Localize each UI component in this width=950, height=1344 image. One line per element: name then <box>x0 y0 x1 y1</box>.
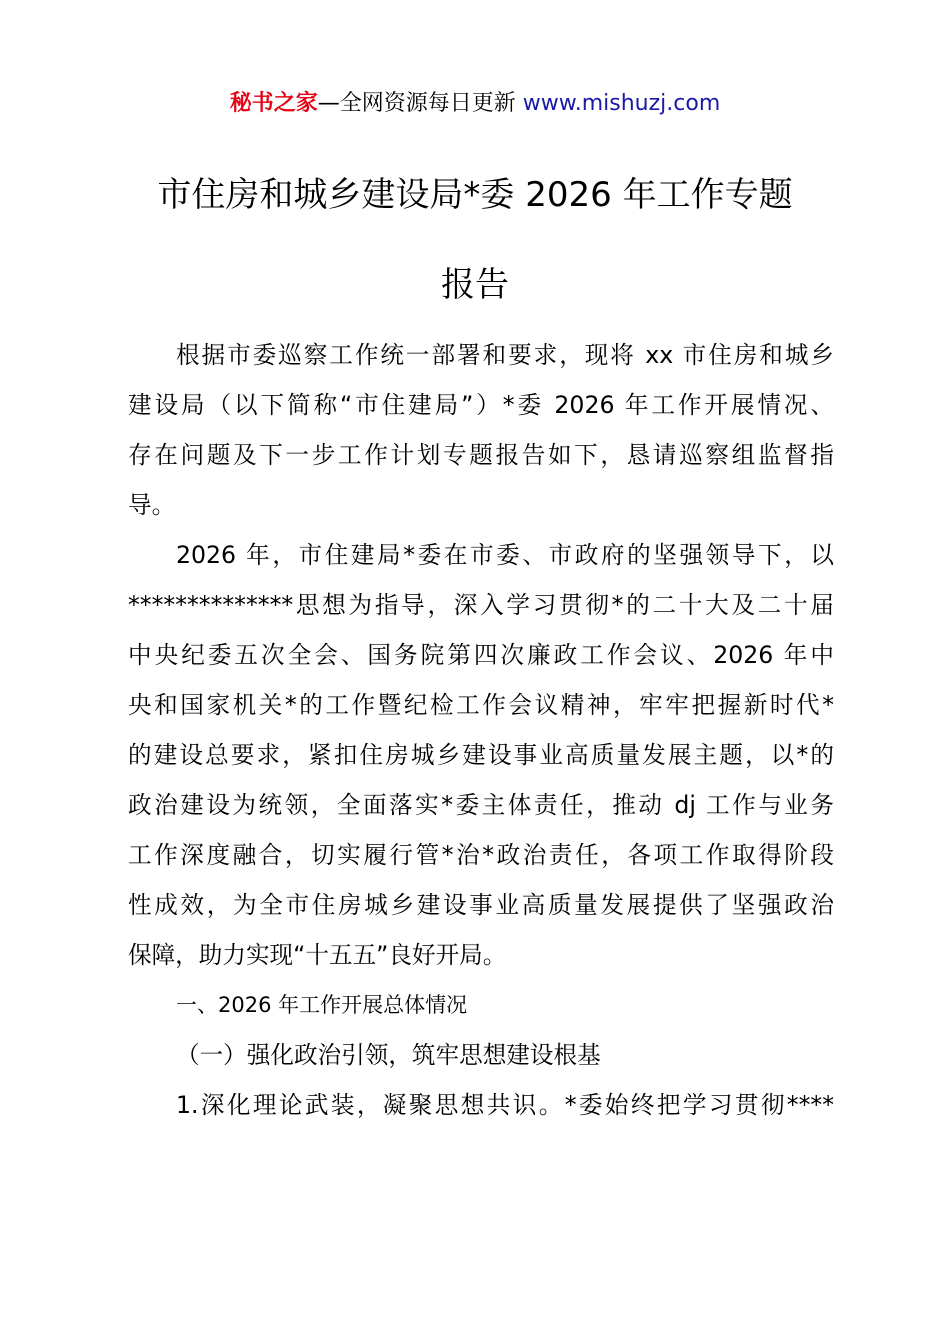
document-body <box>128 330 834 1130</box>
paragraph-line: 的建设总要求，紧扣住房城乡建设事业高质量发展主题，以*的 <box>128 741 834 769</box>
subsection-heading: （一）强化政治引领，筑牢思想建设根基 <box>176 1041 601 1069</box>
paragraph-line: 政治建设为统领，全面落实*委主体责任，推动 dj 工作与业务 <box>128 791 834 819</box>
title-line-2: 报告 <box>441 265 509 305</box>
paragraph-line: 性成效，为全市住房城乡建设事业高质量发展提供了坚强政治 <box>128 891 834 919</box>
item-line: 1.深化理论武装，凝聚思想共识。*委始终把学习贯彻**** <box>176 1091 834 1119</box>
section-heading: 一、2026 年工作开展总体情况 <box>176 993 468 1017</box>
paragraph-line: 工作深度融合，切实履行管*治*政治责任，各项工作取得阶段 <box>128 841 834 869</box>
title-line-1: 市住房和城乡建设局*委 2026 年工作专题 <box>157 175 793 215</box>
paragraph-line: **************思想为指导，深入学习贯彻*的二十大及二十届 <box>128 591 834 619</box>
paragraph-line: 建设局（以下简称“市住建局”）*委 2026 年工作开展情况、 <box>128 391 834 419</box>
brand-name: 秘书之家 <box>229 91 318 116</box>
paragraph-intro <box>128 330 834 530</box>
header-tagline: —全网资源每日更新 <box>317 91 523 116</box>
page-header <box>0 86 950 122</box>
paragraph-line: 央和国家机关*的工作暨纪检工作会议精神，牢牢把握新时代* <box>128 691 834 719</box>
paragraph-summary <box>128 530 834 980</box>
document-title <box>0 150 950 330</box>
paragraph-line: 中央纪委五次全会、国务院第四次廉政工作会议、2026 年中 <box>128 641 834 669</box>
paragraph-line: 导。 <box>128 491 176 519</box>
paragraph-line: 根据市委巡察工作统一部署和要求，现将 xx 市住房和城乡 <box>176 341 834 369</box>
paragraph-line: 存在问题及下一步工作计划专题报告如下，恳请巡察组监督指 <box>128 441 834 469</box>
paragraph-line: 2026 年，市住建局*委在市委、市政府的坚强领导下，以 <box>176 541 834 569</box>
paragraph-line: 保障，助力实现“十五五”良好开局。 <box>128 941 507 969</box>
site-url-link[interactable]: www.mishuzj.com <box>522 91 721 116</box>
